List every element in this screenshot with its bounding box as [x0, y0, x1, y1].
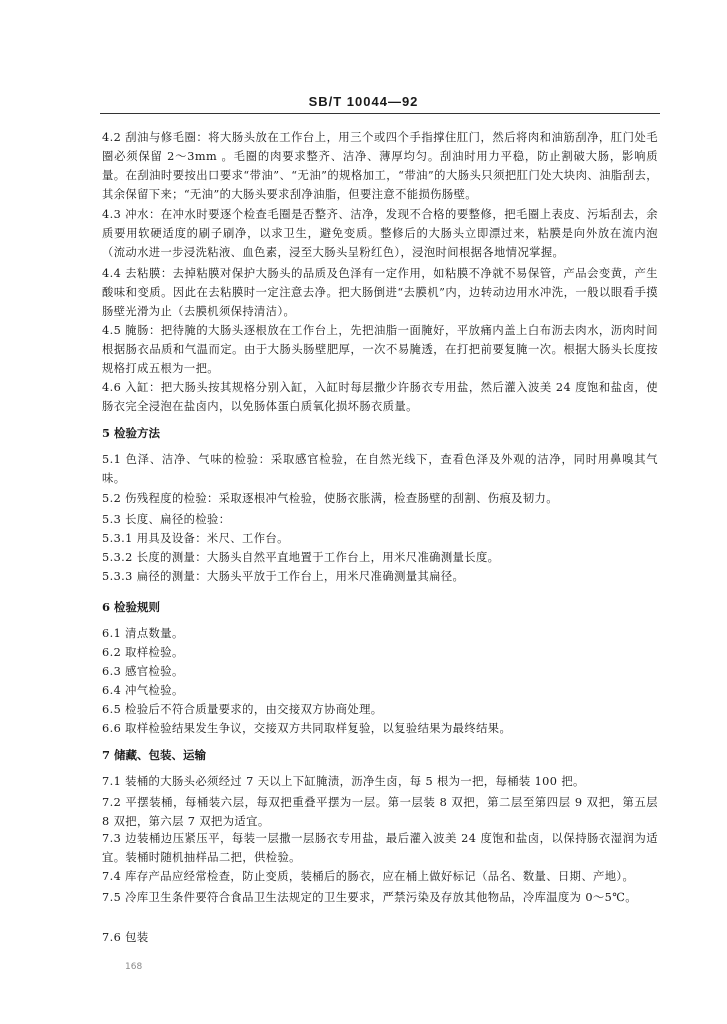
page-number: 168 — [125, 962, 143, 972]
clause-7-3 — [102, 829, 658, 867]
clause-text: 7.2 平摆装桶，每桶装六层，每双把重叠平摆为一层。第一层装 8 双把，第二层至第四层 9 双把，第五层 8 双把，第六层 7 双把为适宜。 — [102, 796, 658, 828]
clause-4-5 — [102, 321, 658, 378]
clause-text: 7.6 包装 — [102, 931, 149, 944]
clause-text: 5.3 长度、扁径的检验： — [102, 513, 231, 526]
clause-6-6 — [102, 719, 658, 738]
clause-4-6 — [102, 378, 658, 416]
section-title: 5 检验方法 — [102, 426, 161, 440]
clause-text: 5.3.1 用具及设备：米尺、工作台。 — [102, 532, 289, 545]
clause-text: 6.2 取样检验。 — [102, 646, 184, 659]
clause-text: 4.5 腌肠：把待腌的大肠头逐根放在工作台上，先把油脂一面腌好，平放痛内盖上白布沥去肉水，沥肉时间根据肠衣品质和气温而定。由于大肠头肠壁肥厚，一次不易腌透，在打把前要复腌一次。根据大肠头长度按规格打成五根为一把。 — [102, 324, 658, 375]
clause-6-1 — [102, 624, 658, 643]
clause-5-3-2 — [102, 548, 658, 567]
clause-6-3 — [102, 662, 658, 681]
clause-text: 7.3 边装桶边压紧压平，每装一层撒一层肠衣专用盐，最后灌入波美 24 度饱和盐卤，以保持肠衣湿润为适宜。装桶时随机抽样品二把，供检验。 — [102, 832, 658, 864]
clause-5-3-1 — [102, 529, 658, 548]
section-5-heading — [102, 424, 658, 443]
clause-5-2 — [102, 489, 658, 508]
clause-text: 6.4 冲气检验。 — [102, 684, 184, 697]
clause-5-1 — [102, 450, 658, 488]
clause-5-3-3 — [102, 567, 658, 586]
clause-text: 5.1 色泽、洁净、气味的检验：采取感官检验，在自然光线下，查看色泽及外观的洁净，同时用鼻嗅其气味。 — [102, 453, 658, 485]
section-title: 7 储藏、包装、运输 — [102, 748, 207, 762]
clause-7-1 — [102, 772, 658, 791]
clause-text: 4.2 刮油与修毛圈：将大肠头放在工作台上，用三个或四个手指撑住肛门，然后将肉和油筋刮净，肛门处毛圈必须保留 2～3mm 。毛圈的肉要求整齐、洁净、薄厚均匀。刮油时用力平稳，防止割破大肠，影响质量。在刮油时要按出口要求“带油”、“无油”的规格加工，“带油”的大肠头只须把肛门处大块肉、油脂刮去，其余保留下来；“无油”的大肠头要求刮净油脂，但要注意不能损伤肠壁。 — [102, 131, 658, 201]
clause-7-4 — [102, 867, 658, 886]
clause-6-5 — [102, 700, 658, 719]
clause-text: 7.4 库存产品应经常检查，防止变质，装桶后的肠衣，应在桶上做好标记（品名、数量、日期、产地）。 — [102, 870, 635, 883]
clause-text: 6.1 清点数量。 — [102, 627, 184, 640]
clause-7-6 — [102, 928, 658, 947]
section-6-heading — [102, 598, 658, 617]
clause-text: 6.5 检验后不符合质量要求的，由交接双方协商处理。 — [102, 703, 383, 716]
clause-text: 5.3.2 长度的测量：大肠头自然平直地置于工作台上，用米尺准确测量长度。 — [102, 551, 500, 564]
header-rule — [100, 113, 660, 114]
clause-text: 5.3.3 扁径的测量：大肠头平放于工作台上，用米尺准确测量其扁径。 — [102, 570, 465, 583]
clause-4-3 — [102, 205, 658, 262]
clause-4-4 — [102, 264, 658, 321]
clause-text: 4.3 冲水：在冲水时要逐个检查毛圈是否整齐、洁净，发现不合格的要整修，把毛圈上表皮、污垢刮去，余质要用软硬适度的刷子刷净，以求卫生，避免变质。整修后的大肠头立即漂过来，粘膜是向外放在流内泡（流动水进一步浸洗粘液、血色素，浸至大肠头呈粉红色），浸泡时间根据各地情况掌握。 — [102, 208, 658, 259]
clause-text: 5.2 伤残程度的检验：采取逐根冲气检验，使肠衣胀满，检查肠壁的刮割、伤痕及韧力。 — [102, 492, 558, 505]
clause-6-2 — [102, 643, 658, 662]
clause-text: 4.6 入缸：把大肠头按其规格分别入缸，入缸时每层撒少许肠衣专用盐，然后灌入波美 24 度饱和盐卤，使肠衣完全浸泡在盐卤内，以免肠体蛋白质氧化损坏肠衣质量。 — [102, 381, 658, 413]
clause-text: 6.3 感官检验。 — [102, 665, 184, 678]
clause-7-2 — [102, 793, 658, 831]
clause-4-2 — [102, 128, 658, 204]
standard-code-header: SB/T 10044—92 — [308, 94, 419, 109]
section-7-heading — [102, 746, 658, 765]
clause-text: 6.6 取样检验结果发生争议，交接双方共同取样复验，以复验结果为最终结果。 — [102, 722, 512, 735]
clause-7-5 — [102, 888, 658, 907]
clause-text: 4.4 去粘膜：去掉粘膜对保护大肠头的品质及色泽有一定作用，如粘膜不净就不易保管，产品会变黄，产生酸味和变质。因此在去粘膜时一定注意去净。把大肠倒进“去膜机”内，边转动边用水冲洗，一般以眼看手摸肠壁光滑为止（去膜机须保持清洁）。 — [102, 267, 658, 318]
clause-text: 7.5 冷库卫生条件要符合食品卫生法规定的卫生要求，严禁污染及存放其他物品，冷库温度为 0～5℃。 — [102, 891, 637, 904]
section-title: 6 检验规则 — [102, 600, 161, 614]
clause-6-4 — [102, 681, 658, 700]
clause-text: 7.1 装桶的大肠头必须经过 7 天以上下缸腌渍，沥净生卤，每 5 根为一把，每桶装 100 把。 — [102, 775, 585, 788]
clause-5-3 — [102, 510, 658, 529]
